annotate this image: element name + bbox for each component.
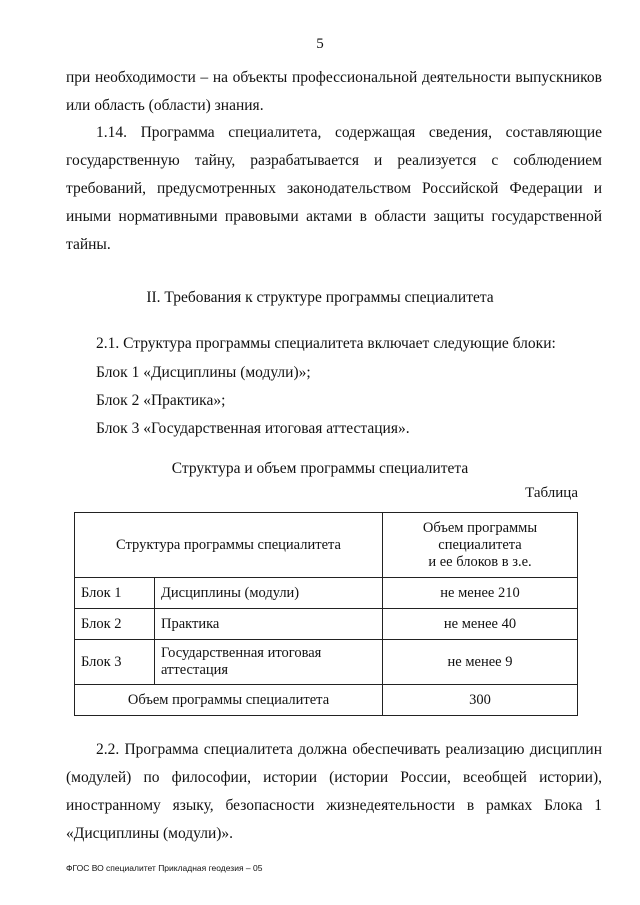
structure-table	[74, 512, 578, 716]
row-name	[155, 640, 383, 685]
block-2-line: Блок 2 «Практика»;	[96, 392, 226, 409]
page-footer: ФГОС ВО специалитет Прикладная геодезия – 05	[66, 863, 263, 873]
paragraph-1-14: 1.14. Программа специалитета, содержащая сведения, составляющие государственную тайну, разрабатывается и реализуется с соблюдением требований, предусмотренных законодательством Российской Федерации и иными нормативными правовыми актами в области защиты государственной тайны.	[66, 124, 602, 253]
row-value: не менее 210	[383, 578, 578, 609]
table-title: Структура и объем программы специалитета	[171, 460, 469, 477]
row-value: не менее 40	[383, 609, 578, 640]
table-row	[75, 578, 578, 609]
row-block: Блок 3	[75, 640, 155, 685]
header-structure: Структура программы специалитета	[75, 513, 383, 578]
header-volume-line1: Объем программы	[422, 519, 538, 536]
table-row	[75, 640, 578, 685]
section-heading: II. Требования к структуре программы специалитета	[146, 289, 494, 306]
table-label: Таблица	[525, 485, 578, 501]
row-name-line1: Государственная итоговая	[161, 645, 322, 661]
row-value: не менее 9	[383, 640, 578, 685]
table-row	[75, 609, 578, 640]
header-volume	[383, 513, 578, 578]
header-volume-line3: и ее блоков в з.е.	[428, 553, 532, 570]
table-total-row	[75, 685, 578, 716]
header-volume-line2: специалитета	[438, 536, 522, 553]
row-block: Блок 1	[75, 578, 155, 609]
block-3-line: Блок 3 «Государственная итоговая аттестация».	[96, 420, 410, 437]
table-header-row	[75, 513, 578, 578]
row-name: Практика	[155, 609, 383, 640]
row-name: Дисциплины (модули)	[155, 578, 383, 609]
paragraph-2-2: 2.2. Программа специалитета должна обеспечивать реализацию дисциплин (модулей) по философии, истории (истории России, всеобщей истории), иностранному языку, безопасности жизнедеятельности в рамках Блока 1 «Дисциплины (модули)».	[66, 741, 602, 842]
paragraph-continuation: при необходимости – на объекты профессиональной деятельности выпускников или область (области) знания.	[66, 69, 602, 114]
row-block: Блок 2	[75, 609, 155, 640]
paragraph-2-1: 2.1. Структура программы специалитета включает следующие блоки:	[96, 335, 556, 352]
block-1-line: Блок 1 «Дисциплины (модули)»;	[96, 364, 311, 381]
total-value: 300	[383, 685, 578, 716]
total-label: Объем программы специалитета	[75, 685, 383, 716]
page-number: 5	[316, 36, 324, 52]
row-name-line2: аттестация	[161, 662, 229, 678]
